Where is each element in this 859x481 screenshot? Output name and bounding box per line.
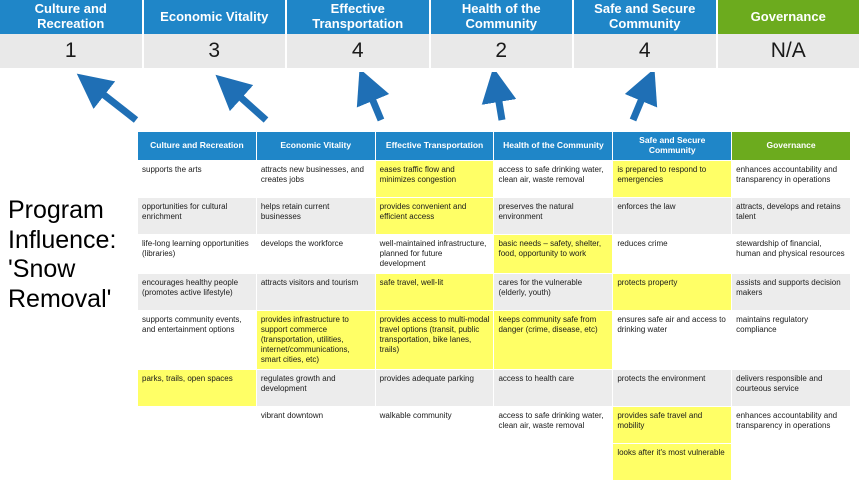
matrix-cell: enhances accountability and transparency in operations <box>732 406 851 443</box>
header-culture-and-recreation: Culture and Recreation <box>0 0 144 34</box>
scorecard-header-band <box>0 0 859 34</box>
table-row <box>138 273 851 310</box>
matrix-cell: provides adequate parking <box>375 369 494 406</box>
matrix-cell: basic needs – safety, shelter, food, opportunity to work <box>494 234 613 273</box>
matrix-cell: regulates growth and development <box>256 369 375 406</box>
matrix-cell: is prepared to respond to emergencies <box>613 160 732 197</box>
header-governance: Governance <box>718 0 859 34</box>
score-effective-transportation: 4 <box>287 34 431 68</box>
matrix-cell: develops the workforce <box>256 234 375 273</box>
matrix-cell: enforces the law <box>613 197 732 234</box>
arrow-health-of-the-community <box>496 84 502 120</box>
matrix-cell: access to safe drinking water, clean air, waste removal <box>494 406 613 443</box>
matrix-cell: well-maintained infrastructure, planned for future development <box>375 234 494 273</box>
matrix-cell: protects property <box>613 273 732 310</box>
matrix-header-row <box>138 132 851 161</box>
matrix-col-health-of-the-community: Health of the Community <box>494 132 613 161</box>
matrix-cell <box>138 406 257 443</box>
matrix-cell: supports community events, and entertainment options <box>138 310 257 369</box>
matrix-cell: keeps community safe from danger (crime, disease, etc) <box>494 310 613 369</box>
matrix-cell: provides convenient and efficient access <box>375 197 494 234</box>
table-row <box>138 443 851 480</box>
matrix-cell: cares for the vulnerable (elderly, youth) <box>494 273 613 310</box>
matrix-col-effective-transportation: Effective Transportation <box>375 132 494 161</box>
arrow-economic-vitality <box>228 86 266 120</box>
header-economic-vitality: Economic Vitality <box>144 0 288 34</box>
matrix-cell: delivers responsible and courteous service <box>732 369 851 406</box>
matrix-body <box>138 160 851 480</box>
matrix-cell: attracts, develops and retains talent <box>732 197 851 234</box>
influence-matrix <box>137 131 851 481</box>
score-governance: N/A <box>718 34 859 68</box>
header-health-of-the-community: Health of the Community <box>431 0 575 34</box>
matrix-cell: stewardship of financial, human and physical resources <box>732 234 851 273</box>
arrow-safe-and-secure-community <box>633 84 648 120</box>
matrix-cell <box>138 443 257 480</box>
score-economic-vitality: 3 <box>144 34 288 68</box>
table-row <box>138 310 851 369</box>
matrix-cell: eases traffic flow and minimizes congestion <box>375 160 494 197</box>
matrix-cell: vibrant downtown <box>256 406 375 443</box>
matrix-cell: ensures safe air and access to drinking water <box>613 310 732 369</box>
matrix-cell: encourages healthy people (promotes active lifestyle) <box>138 273 257 310</box>
program-influence-label: Program Influence: 'Snow Removal' <box>8 196 136 314</box>
matrix-cell: looks after it's most vulnerable <box>613 443 732 480</box>
matrix-cell: attracts new businesses, and creates jobs <box>256 160 375 197</box>
score-culture-and-recreation: 1 <box>0 34 144 68</box>
score-health-of-the-community: 2 <box>431 34 575 68</box>
matrix-cell: protects the environment <box>613 369 732 406</box>
arrow-culture-and-recreation <box>90 84 136 120</box>
matrix-cell: access to health care <box>494 369 613 406</box>
matrix-col-culture-and-recreation: Culture and Recreation <box>138 132 257 161</box>
matrix-cell: provides safe travel and mobility <box>613 406 732 443</box>
matrix-cell: preserves the natural environment <box>494 197 613 234</box>
matrix-col-safe-and-secure-community: Safe and Secure Community <box>613 132 732 161</box>
matrix-cell: helps retain current businesses <box>256 197 375 234</box>
matrix-cell: safe travel, well-lit <box>375 273 494 310</box>
score-row <box>0 34 859 71</box>
matrix-cell: walkable community <box>375 406 494 443</box>
table-row <box>138 197 851 234</box>
table-row <box>138 160 851 197</box>
matrix-col-economic-vitality: Economic Vitality <box>256 132 375 161</box>
matrix-cell <box>494 443 613 480</box>
matrix-cell: maintains regulatory compliance <box>732 310 851 369</box>
matrix-cell <box>256 443 375 480</box>
matrix-cell <box>732 443 851 480</box>
matrix-col-governance: Governance <box>732 132 851 161</box>
header-safe-and-secure-community: Safe and Secure Community <box>574 0 718 34</box>
matrix-cell: parks, trails, open spaces <box>138 369 257 406</box>
matrix-cell: attracts visitors and tourism <box>256 273 375 310</box>
matrix-cell: opportunities for cultural enrichment <box>138 197 257 234</box>
table-row <box>138 406 851 443</box>
matrix-cell: life-long learning opportunities (libraries) <box>138 234 257 273</box>
matrix-cell <box>375 443 494 480</box>
arrow-group <box>0 72 859 132</box>
matrix-cell: enhances accountability and transparency in operations <box>732 160 851 197</box>
matrix-cell: reduces crime <box>613 234 732 273</box>
matrix-cell: provides infrastructure to support commerce (transportation, utilities, internet/communications, smart cities, etc) <box>256 310 375 369</box>
matrix-cell: provides access to multi-modal travel options (transit, public transportation, bike lanes, trails) <box>375 310 494 369</box>
matrix-cell: assists and supports decision makers <box>732 273 851 310</box>
arrow-effective-transportation <box>366 84 381 120</box>
header-effective-transportation: Effective Transportation <box>287 0 431 34</box>
table-row <box>138 234 851 273</box>
table-row <box>138 369 851 406</box>
matrix-cell: supports the arts <box>138 160 257 197</box>
score-safe-and-secure-community: 4 <box>574 34 718 68</box>
matrix-cell: access to safe drinking water, clean air, waste removal <box>494 160 613 197</box>
